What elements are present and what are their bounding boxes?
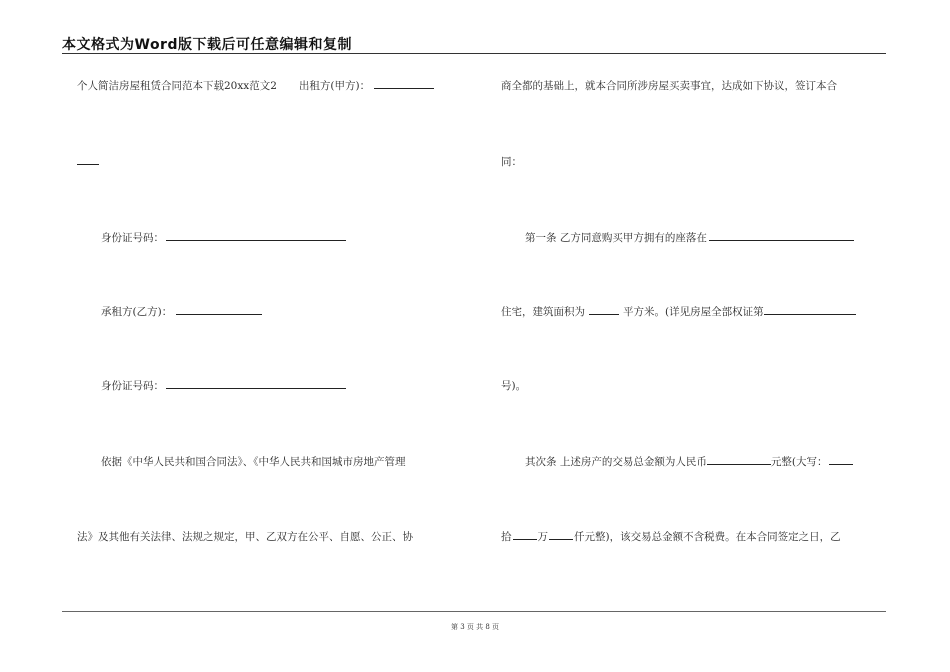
certificate-blank xyxy=(764,305,856,315)
property-location-blank xyxy=(709,231,854,241)
lessor-id-label: 身份证号码： xyxy=(101,232,164,244)
thousand-text: 仟元整)，该交易总金额不含税费。在本合同签定之日，乙 xyxy=(574,531,841,543)
lessee-id-blank xyxy=(166,379,346,389)
ten-thousands-blank xyxy=(549,530,573,540)
lessor-blank xyxy=(374,79,434,89)
right-line-4 xyxy=(501,305,856,319)
page-number: 第 3 页 共 8 页 xyxy=(450,623,500,631)
right-line-6 xyxy=(525,455,853,469)
ten-unit: 拾 xyxy=(501,531,512,543)
area-blank xyxy=(589,305,619,315)
lessee-label: 承租方(乙方)： xyxy=(101,306,173,318)
right-line-2: 同： xyxy=(501,156,522,168)
lessee-blank xyxy=(176,305,262,315)
left-line-1 xyxy=(77,79,434,93)
left-line-6: 依据《中华人民共和国合同法》、《中华人民共和国城市房地产管理 xyxy=(101,456,406,468)
left-line-2 xyxy=(77,155,99,169)
document-header-title: 本文格式为Word版下载后可任意编辑和复制 xyxy=(62,37,352,53)
right-line-3 xyxy=(525,231,854,245)
price-suffix: 元整(大写： xyxy=(770,456,828,468)
right-line-1: 商全都的基础上，就本合同所涉房屋买卖事宜，达成如下协议，签订本合 xyxy=(501,80,837,92)
footer-divider xyxy=(62,611,886,612)
right-line-7 xyxy=(501,530,841,544)
lessee-id-label: 身份证号码： xyxy=(101,380,164,392)
left-line-5 xyxy=(101,379,346,393)
article-2-text: 其次条 上述房产的交易总金额为人民币 xyxy=(525,456,707,468)
lessor-id-blank xyxy=(166,231,346,241)
article-1-text: 第一条 乙方同意购买甲方拥有的座落在 xyxy=(525,232,707,244)
header-divider xyxy=(62,53,886,54)
price-blank xyxy=(707,455,771,465)
tens-blank xyxy=(513,530,537,540)
area-text: 住宅，建筑面积为 xyxy=(501,306,585,318)
right-line-5: 号)。 xyxy=(501,380,527,392)
document-title-text: 个人简洁房屋租赁合同范本下载20xx范文2 xyxy=(77,80,277,92)
price-words-blank xyxy=(829,455,853,465)
certificate-text: 平方米。(详见房屋全部权证第 xyxy=(623,306,764,318)
ten-thousand-unit: 万 xyxy=(537,531,548,543)
lessor-blank-continued xyxy=(77,155,99,165)
left-line-7: 法》及其他有关法律、法规之规定，甲、乙双方在公平、自愿、公正、协 xyxy=(77,531,413,543)
left-line-4 xyxy=(101,305,262,319)
left-line-3 xyxy=(101,231,346,245)
lessor-label: 出租方(甲方)： xyxy=(298,80,371,92)
